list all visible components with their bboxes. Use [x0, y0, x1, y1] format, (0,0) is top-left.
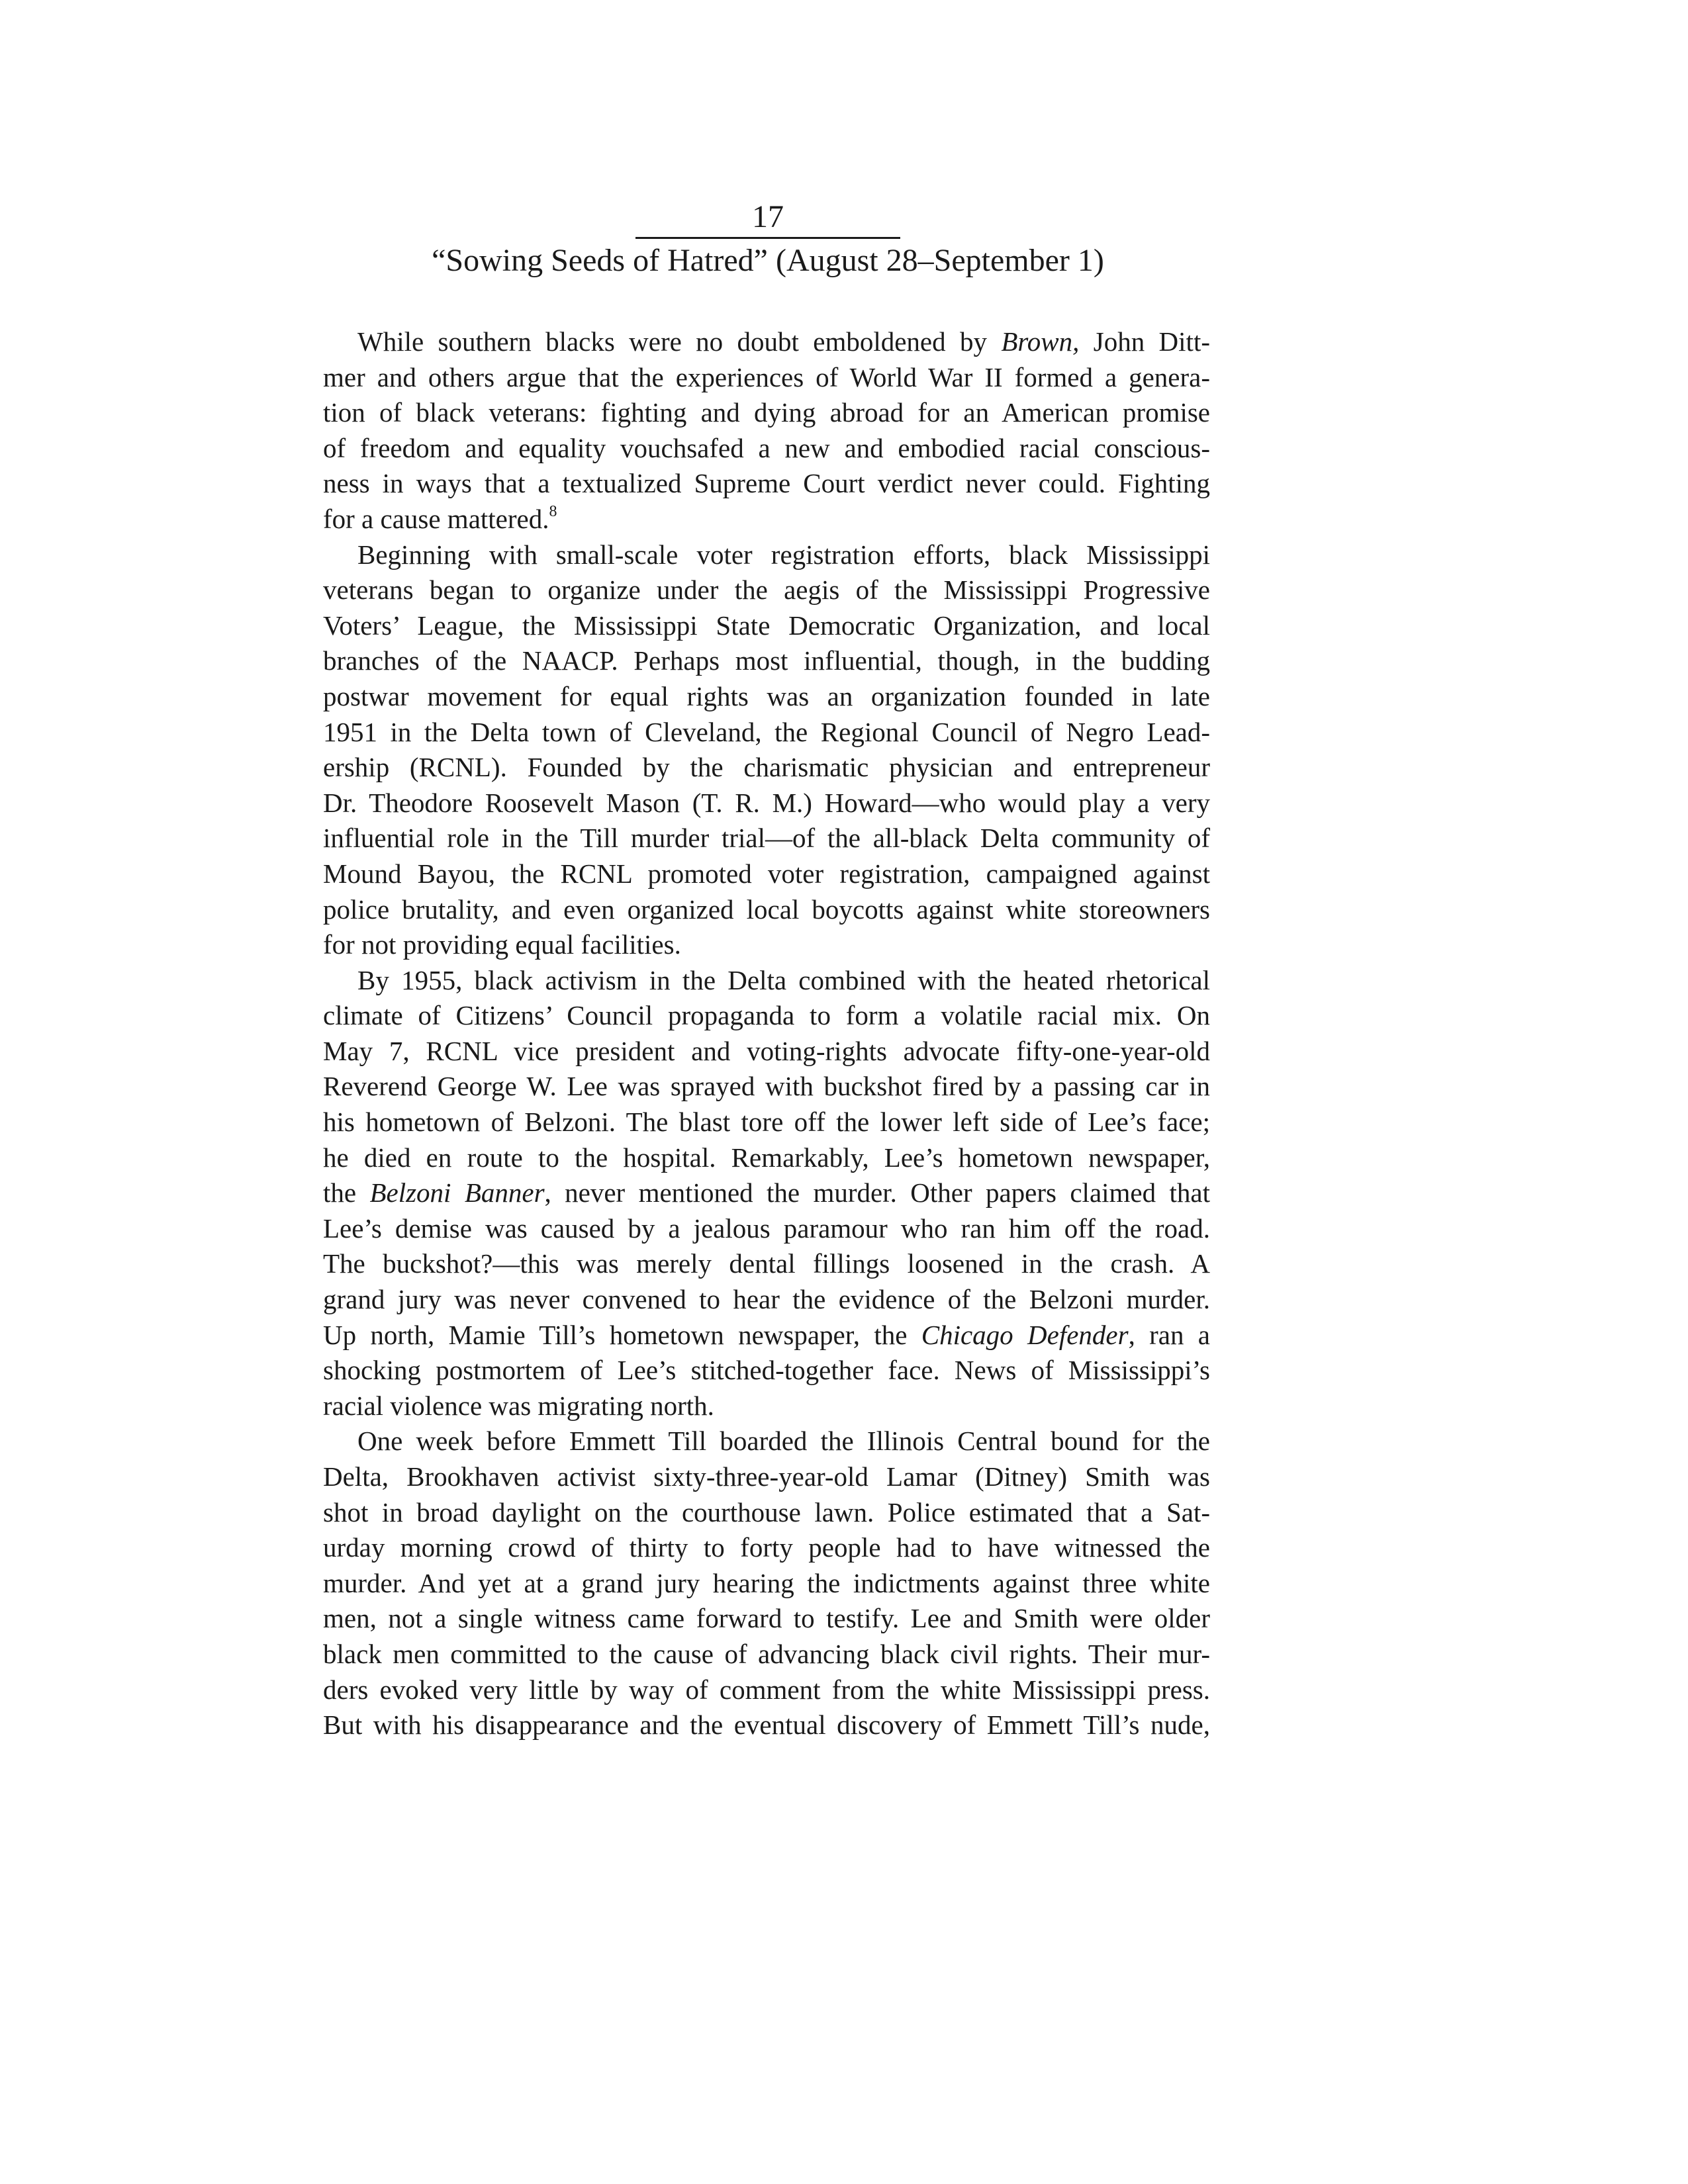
text-run: his hometown of Belzoni. The blast tore off the lower left side of Lee’s face; [323, 1107, 1210, 1138]
italic-title: Brown, [1001, 326, 1080, 357]
text-line [323, 1211, 1210, 1247]
text-run: of freedom and equality vouchsafed a new and embodied racial conscious- [323, 432, 1210, 463]
text-run: ders evoked very little by way of comment from the white Mississippi press. [323, 1674, 1210, 1705]
text-line [323, 1105, 1210, 1140]
text-line [323, 821, 1210, 856]
text-line [323, 1495, 1210, 1531]
text-line [323, 643, 1210, 679]
text-line [323, 324, 1210, 360]
text-run: postwar movement for equal rights was an organization founded in late [323, 680, 1210, 711]
text-run: While southern blacks were no doubt emboldened by [357, 326, 1002, 357]
text-line [323, 1034, 1210, 1069]
text-line [323, 502, 1210, 537]
text-line [323, 572, 1210, 608]
text-run: climate of Citizens’ Council propaganda to form a volatile racial mix. On [323, 1000, 1210, 1031]
text-run: Reverend George W. Lee was sprayed with buckshot fired by a passing car in [323, 1071, 1210, 1102]
text-line [323, 466, 1210, 502]
text-run: Delta, Brookhaven activist sixty-three-year-old Lamar (Ditney) Smith was [323, 1461, 1210, 1492]
text-line [323, 537, 1210, 573]
text-run: By 1955, black activism in the Delta combined with the heated rhetorical [357, 964, 1210, 995]
text-line [323, 1282, 1210, 1318]
text-run: he died en route to the hospital. Remarkably, Lee’s hometown newspaper, [323, 1142, 1210, 1173]
text-run: Lee’s demise was caused by a jealous paramour who ran him off the road. [323, 1212, 1210, 1244]
text-line [323, 1175, 1210, 1211]
text-run: John Ditt- [1079, 326, 1210, 357]
text-line [323, 1388, 1210, 1424]
text-run: 1951 in the Delta town of Cleveland, the Regional Council of Negro Lead- [323, 716, 1210, 747]
text-run: tion of black veterans: fighting and dying abroad for an American promise [323, 397, 1210, 428]
chapter-number: 17 [752, 199, 784, 234]
text-line [323, 1637, 1210, 1672]
text-run: mer and others argue that the experiences of World War II formed a genera- [323, 361, 1210, 392]
text-run: Mound Bayou, the RCNL promoted voter registration, campaigned against [323, 858, 1210, 889]
text-line [323, 1672, 1210, 1708]
text-run: black men committed to the cause of advancing black civil rights. Their mur- [323, 1638, 1210, 1669]
text-line [323, 1424, 1210, 1459]
text-run: But with his disappearance and the eventual discovery of Emmett Till’s nude, [323, 1709, 1210, 1741]
text-line [323, 1246, 1210, 1282]
text-run: Voters’ League, the Mississippi State Democratic Organization, and local [323, 610, 1210, 641]
text-line [323, 892, 1210, 928]
text-line [323, 963, 1210, 999]
paragraph [323, 963, 1210, 1424]
text-line [323, 1318, 1210, 1353]
text-line [323, 1353, 1210, 1388]
text-run: murder. And yet at a grand jury hearing the indictments against three white [323, 1567, 1210, 1598]
text-run: police brutality, and even organized local boycotts against white storeowners [323, 893, 1210, 925]
paragraph [323, 324, 1210, 537]
text-line [323, 998, 1210, 1034]
text-line [323, 395, 1210, 431]
text-line [323, 1140, 1210, 1176]
paragraph [323, 537, 1210, 963]
text-run: ership (RCNL). Founded by the charismatic physician and entrepreneur [323, 752, 1210, 783]
text-line [323, 750, 1210, 786]
text-run: , ran a [1128, 1319, 1210, 1350]
text-line [323, 786, 1210, 821]
text-line [323, 679, 1210, 715]
text-run: , never mentioned the murder. Other papers claimed that [544, 1177, 1210, 1208]
text-run: racial violence was migrating north. [323, 1390, 714, 1421]
paragraph [323, 1424, 1210, 1743]
text-run: May 7, RCNL vice president and voting-rights advocate fifty-one-year-old [323, 1035, 1210, 1066]
text-run: influential role in the Till murder trial—of the all-black Delta community of [323, 823, 1210, 854]
text-line [323, 1459, 1210, 1495]
footnote-marker[interactable]: 8 [549, 502, 557, 520]
text-line [323, 1707, 1210, 1743]
text-run: shot in broad daylight on the courthouse lawn. Police estimated that a Sat- [323, 1496, 1210, 1527]
text-run: for a cause mattered. [323, 503, 549, 534]
chapter-title: “Sowing Seeds of Hatred” (August 28–September 1) [432, 243, 1104, 278]
text-line [323, 715, 1210, 751]
text-line [323, 1069, 1210, 1105]
text-run: veterans began to organize under the aegis of the Mississippi Progressive [323, 574, 1210, 606]
body-text [323, 324, 1210, 1743]
text-run: Up north, Mamie Till’s hometown newspaper, the [323, 1319, 921, 1350]
italic-title: Belzoni Banner [369, 1177, 545, 1208]
text-run: shocking postmortem of Lee’s stitched-together face. News of Mississippi’s [323, 1355, 1210, 1386]
text-run: Dr. Theodore Roosevelt Mason (T. R. M.) Howard—who would play a very [323, 787, 1210, 818]
text-line [323, 431, 1210, 467]
text-line [323, 927, 1210, 963]
text-run: grand jury was never convened to hear the evidence of the Belzoni murder. [323, 1284, 1210, 1315]
text-run: for not providing equal facilities. [323, 929, 681, 960]
text-line [323, 608, 1210, 644]
text-line [323, 1601, 1210, 1637]
text-run: The buckshot?—this was merely dental fillings loosened in the crash. A [323, 1248, 1210, 1279]
text-line [323, 856, 1210, 892]
text-run: men, not a single witness came forward to testify. Lee and Smith were older [323, 1603, 1210, 1634]
chapter-rule [635, 237, 900, 239]
text-run: urday morning crowd of thirty to forty people had to have witnessed the [323, 1532, 1210, 1563]
italic-title: Chicago Defender [921, 1319, 1129, 1350]
text-run: branches of the NAACP. Perhaps most influential, though, in the budding [323, 645, 1210, 676]
text-line [323, 1530, 1210, 1566]
text-line [323, 360, 1210, 396]
text-run: One week before Emmett Till boarded the Illinois Central bound for the [357, 1426, 1210, 1457]
text-run: Beginning with small-scale voter registration efforts, black Mississippi [357, 539, 1210, 570]
text-run: ness in ways that a textualized Supreme Court verdict never could. Fighting [323, 468, 1210, 499]
text-run: the [323, 1177, 370, 1208]
text-line [323, 1566, 1210, 1602]
